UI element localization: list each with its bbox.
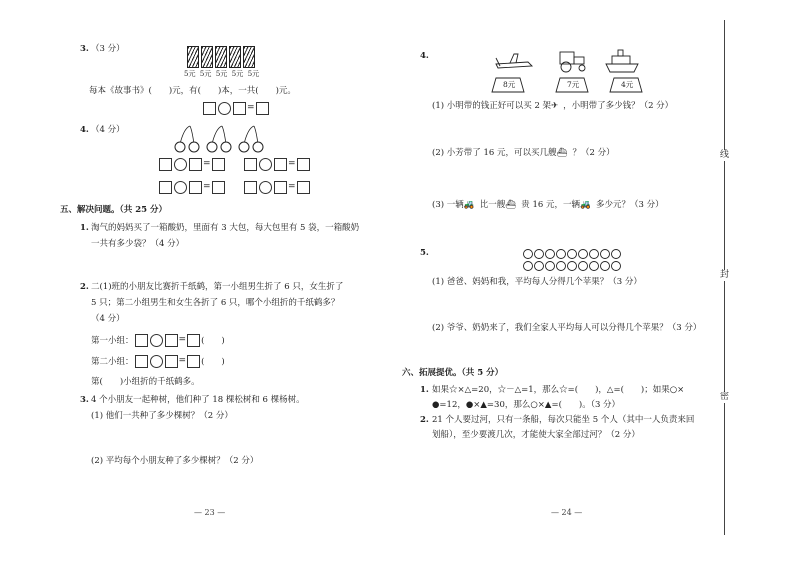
- question-text: 如果☆×△=20，☆－△=1，那么☆=( )，△=( )；如果○×: [432, 385, 685, 395]
- question-number: 2.: [420, 415, 429, 425]
- group1-equation: 第一小组： = ( ): [91, 334, 225, 346]
- book-prices: [184, 70, 259, 79]
- question-number: 5.: [420, 248, 429, 258]
- question-number: 3.: [80, 44, 89, 54]
- apples-illustration: [522, 248, 634, 272]
- question-text: (1) 小明带的钱正好可以买 2 架✈ ，小明带了多少钱？（2 分）: [432, 101, 674, 111]
- question-text: （4 分）: [91, 314, 125, 324]
- book-icon: [229, 46, 241, 68]
- section-title: 五、解决问题。（共 25 分）: [60, 205, 167, 215]
- ship-icon: ⛴: [505, 200, 517, 210]
- question-text: 淘气的妈妈买了一箱酸奶，里面有 3 大包，每大包里有 5 袋，一箱酸奶: [91, 223, 360, 233]
- ship-icon: ⛴: [556, 148, 568, 158]
- equation-template: =: [243, 181, 311, 194]
- question-number: 4.: [80, 125, 89, 135]
- equation-template: =: [202, 102, 270, 115]
- question-text: (2) 平均每个小朋友种了多少棵树？（2 分）: [91, 456, 259, 466]
- price-label: 5元: [184, 70, 196, 78]
- page-number: — 24 —: [551, 508, 583, 517]
- question-text: 二(1)班的小朋友比赛折千纸鹤，第一小组男生折了 6 只，女生折了: [91, 282, 344, 292]
- binding-char: 密: [719, 392, 729, 402]
- equation-template: =: [158, 181, 226, 194]
- group-label: 第一小组：: [91, 336, 134, 346]
- books-illustration: [186, 46, 256, 72]
- book-icon: [243, 46, 255, 68]
- ship-price: 4元: [621, 80, 634, 89]
- book-icon: [187, 46, 199, 68]
- question-text: (2) 小芳带了 16 元，可以买几艘⛴ ？（2 分）: [432, 148, 615, 158]
- plane-icon: ✈: [551, 101, 559, 111]
- tractor-price: 7元: [567, 80, 580, 89]
- price-label: 5元: [247, 70, 260, 78]
- question-text: (2) 爷爷、奶奶来了，我们全家人平均每人可以分得几个苹果？（3 分）: [432, 323, 702, 333]
- question-text: 21 个人要过河，只有一条船，每次只能坐 5 个人（其中一人负责来回: [432, 415, 695, 425]
- question-text: (1) 爸爸、妈妈和我，平均每人分得几个苹果？（3 分）: [432, 277, 642, 287]
- group2-equation: 第二小组： = ( ): [91, 355, 225, 367]
- question-number: 4.: [420, 51, 429, 61]
- answer-blank: ( ): [201, 357, 225, 367]
- question-text: 划船），至少要渡几次，才能使大家全部过河？（2 分）: [432, 430, 640, 440]
- question-number: 1.: [80, 223, 89, 233]
- book-icon: [201, 46, 213, 68]
- question-number: 2.: [80, 282, 89, 292]
- question-text: (3) 一辆🚜 比一艘⛴ 贵 16 元，一辆🚜 多少元？（3 分）: [432, 200, 664, 210]
- section-title: 六、拓展提优。（共 5 分）: [402, 368, 504, 378]
- question-text: 每本《故事书》( )元，有( )本，一共( )元。: [89, 86, 296, 96]
- question-text: 4 个小朋友一起种树，他们种了 18 棵松树和 6 棵杨树。: [91, 395, 305, 405]
- price-label: 5元: [199, 70, 212, 78]
- cherries-illustration: [170, 122, 270, 154]
- plane-price: 8元: [503, 80, 516, 89]
- question-number: 3.: [80, 395, 89, 405]
- binding-char: 封: [719, 270, 729, 280]
- answer-blank: ( ): [201, 336, 225, 346]
- price-label: 5元: [215, 70, 228, 78]
- binding-char: 线: [719, 150, 729, 160]
- equation-template: =: [158, 158, 226, 171]
- question-score: （4 分）: [91, 125, 125, 135]
- question-text: 第( )小组折的千纸鹤多。: [91, 377, 200, 387]
- question-text: (1) 他们一共种了多少棵树？（2 分）: [91, 411, 233, 421]
- question-number: 1.: [420, 385, 429, 395]
- group-label: 第二小组：: [91, 357, 134, 367]
- question-text: ●=12，●×▲=30，那么○×▲=( )。（3 分）: [432, 400, 621, 410]
- price-label: 5元: [231, 70, 244, 78]
- question-text: 一共有多少袋？（4 分）: [91, 239, 185, 249]
- tractor-icon: 🚜: [580, 200, 591, 210]
- book-icon: [215, 46, 227, 68]
- equation-template: =: [243, 158, 311, 171]
- question-text: 5 只；第二小组男生和女生各折了 6 只，哪个小组折的千纸鹤多？: [91, 298, 340, 308]
- page-number: — 23 —: [194, 508, 226, 517]
- tractor-icon: 🚜: [463, 200, 475, 210]
- question-score: （3 分）: [91, 44, 125, 54]
